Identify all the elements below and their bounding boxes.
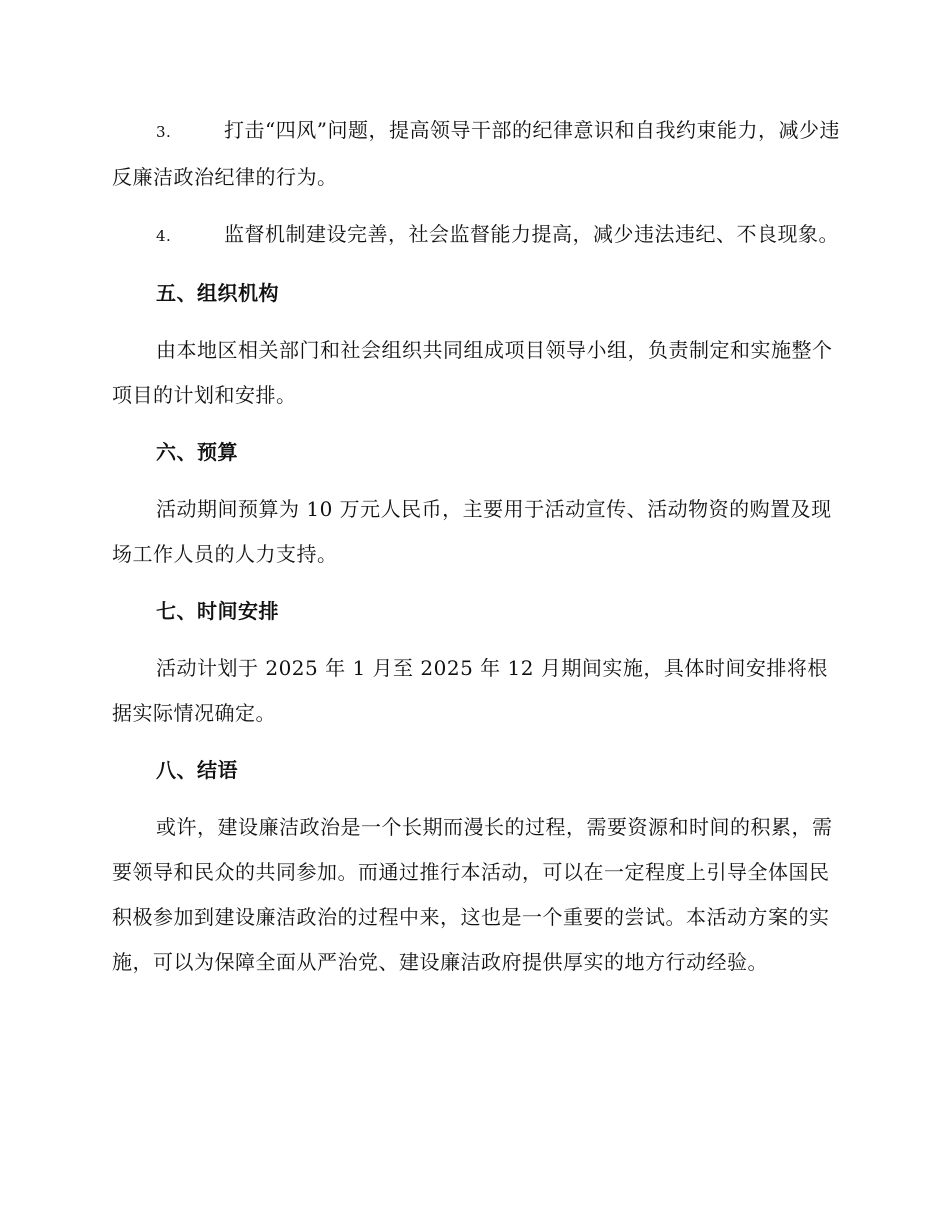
section-heading-organization: 五、组织机构 <box>156 281 279 305</box>
list-item-4 <box>112 212 842 259</box>
list-item-text: 打击“四风”问题，提高领导干部的纪律意识和自我约束能力，减少违反廉洁政治纪律的行为。 <box>112 118 840 189</box>
document-page <box>112 108 842 997</box>
list-item-3 <box>112 108 842 200</box>
section-heading-budget: 六、预算 <box>156 440 238 464</box>
section-body-schedule: 活动计划于 2025 年 1 月至 2025 年 12 月期间实施，具体时间安排将根据实际情况确定。 <box>112 656 828 725</box>
section-heading-conclusion: 八、结语 <box>156 758 238 782</box>
list-number: 3. <box>156 123 172 141</box>
list-item-text: 监督机制建设完善，社会监督能力提高，减少违法违纪、不良现象。 <box>224 222 839 246</box>
section-heading-schedule: 七、时间安排 <box>156 599 279 623</box>
section-body-budget: 活动期间预算为 10 万元人民币，主要用于活动宣传、活动物资的购置及现场工作人员的人力支持。 <box>112 497 832 566</box>
section-body-conclusion: 或许，建设廉洁政治是一个长期而漫长的过程，需要资源和时间的积累，需要领导和民众的共同参加。而通过推行本活动，可以在一定程度上引导全体国民积极参加到建设廉洁政治的过程中来，这也是一个重要的尝试。本活动方案的实施，可以为保障全面从严治党、建设廉洁政府提供厚实的地方行动经验。 <box>112 815 833 974</box>
list-number: 4. <box>156 227 172 245</box>
section-body-organization: 由本地区相关部门和社会组织共同组成项目领导小组，负责制定和实施整个项目的计划和安排。 <box>112 338 833 407</box>
